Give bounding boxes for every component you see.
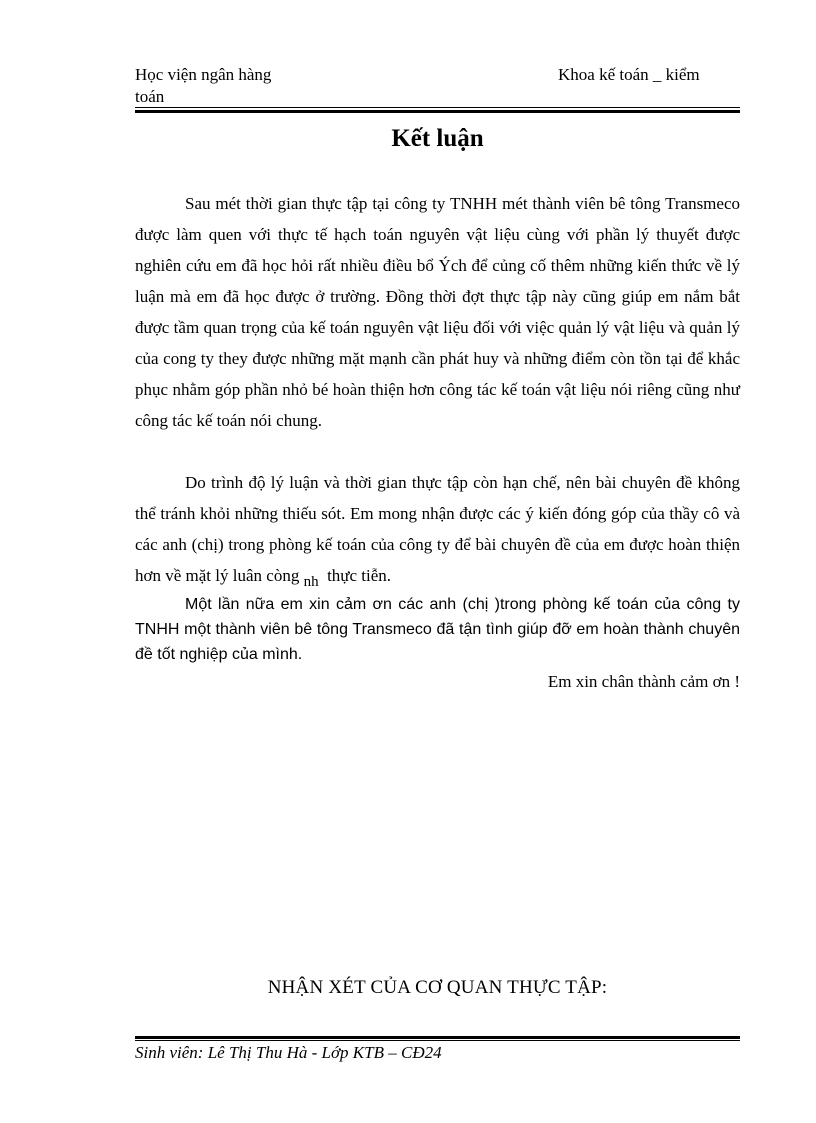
footer-student-info: Sinh viên: Lê Thị Thu Hà - Lớp KTB – CĐ24 [135,1043,442,1062]
paragraph-1-text: Sau mét thời gian thực tập tại công ty TNHH mét thành viên bê tông Transmeco được làm quen với thực tế hạch toán nguyên vật liệu cùng với phần lý thuyết được nghiên cứu em đã học hỏi rất nhiều điều bổ Ých để củng cố thêm những kiến thức về lý luận mà em đã học được ở trường. Đồng thời đợt thực tập này cũng giúp em nắm bắt được tầm quan trọng của kế toán nguyên vật liệu đối với việc quản lý vật liệu và quản lý của cong ty they được những mặt mạnh cần phát huy và những điểm còn tồn tại để khắc phục nhằm góp phần nhỏ bé hoàn thiện hơn công tác kế toán vật liệu nói riêng cũng như công tác kế toán nói chung. [135,194,740,430]
paragraph-thanks [135,592,740,667]
header-rule-thin [135,107,740,108]
closing-line: Em xin chân thành cảm ơn ! [547,672,740,691]
header-department-continuation: toán [135,87,165,106]
header-department: Khoa kế toán _ kiểm [558,65,700,84]
paragraph-2-part-a: Do trình độ lý luận và thời gian thực tập còn hạn chế, nên bài chuyên đề không thể tránh khỏi những thiếu sót. Em mong nhận được các ý kiến đóng góp của thầy cô và các anh (chị) trong phòng kế toán của công ty để bài chuyên đề của em được hoàn thiện hơn về mặt lý luân còng [135,473,740,585]
paragraph-internship-summary [135,188,740,436]
footer-rule-thick [135,1036,740,1039]
footer-rule-thin [135,1040,740,1041]
paragraph-limitations [135,467,740,593]
remarks-heading: NHẬN XÉT CỦA CƠ QUAN THỰC TẬP: [267,977,608,998]
paragraph-2-subscript: nh [303,574,319,590]
paragraph-3-text: Một lần nữa em xin cảm ơn các anh (chị )trong phòng kế toán của công ty TNHH một thành viên bê tông Transmeco đã tận tình giúp đỡ em hoàn thành chuyên đề tốt nghiệp của mình. [135,596,740,663]
header-institution: Học viện ngân hàng [135,65,272,84]
header-rule-thick [135,110,740,113]
paragraph-2-part-b: thực tiễn. [327,566,392,585]
paragraph-2-text [135,467,740,593]
page-title: Kết luận [391,125,484,152]
